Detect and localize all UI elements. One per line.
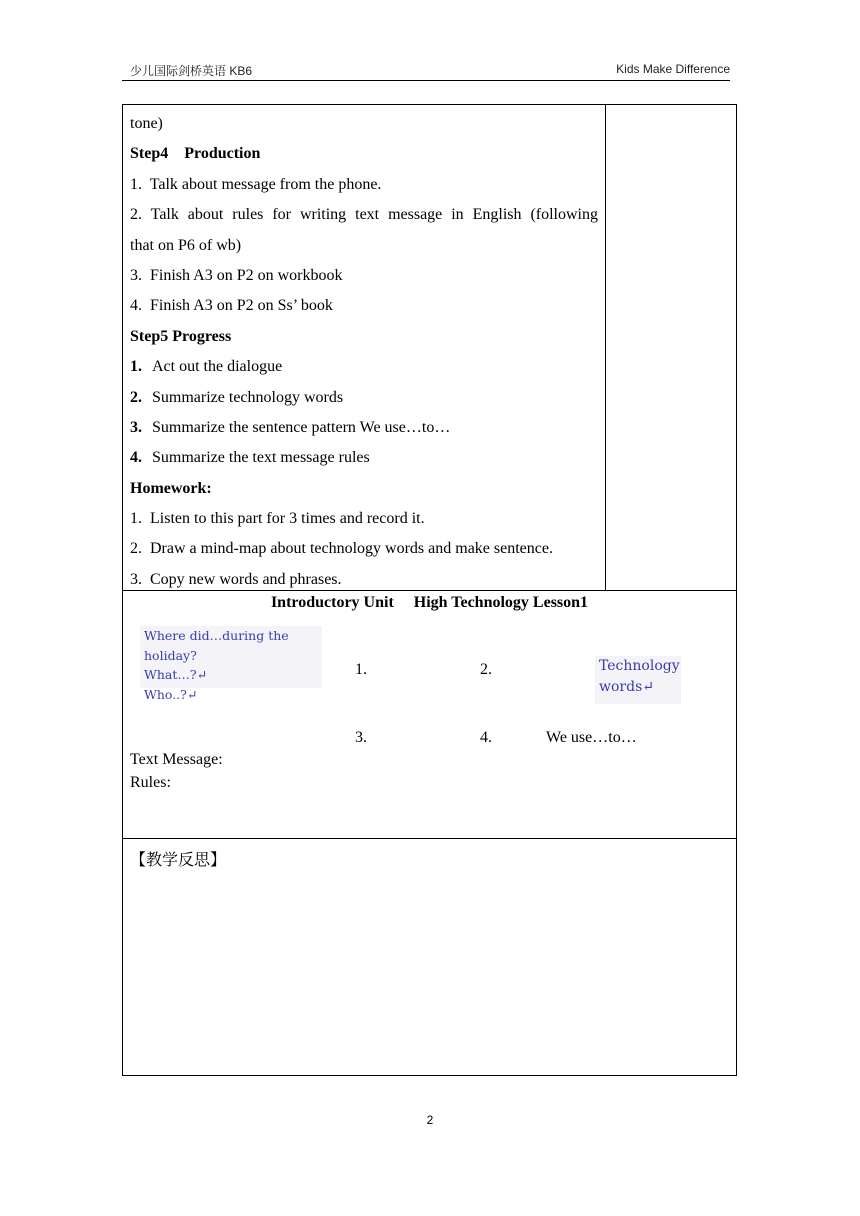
header-left: 少儿国际剑桥英语 KB6 <box>130 64 253 78</box>
lesson-steps <box>130 113 598 599</box>
image-text-line: Where did…during the holiday? <box>144 628 289 663</box>
reflection-heading: 【教学反思】 <box>130 850 227 869</box>
text-line: 2. Draw a mind-map about technology words and make sentence. <box>130 540 553 558</box>
header-rule <box>122 80 730 81</box>
text-line: 2. Talk about rules for writing text message in English (following <box>130 206 598 224</box>
image-text-line: What…?↵ <box>144 667 208 682</box>
board-item-4-text: We use…to… <box>546 729 637 746</box>
rules-label: Rules: <box>130 774 171 791</box>
question-words-image <box>140 626 322 702</box>
board-item-1: 1. <box>355 661 367 678</box>
table-column-divider <box>605 104 606 590</box>
image-text-line: Who..?↵ <box>144 686 198 702</box>
list-item: 3. Summarize the sentence pattern We use…to… <box>130 418 451 436</box>
list-item: 4. Summarize the text message rules <box>130 449 370 467</box>
text-line: 3. Copy new words and phrases. <box>130 570 342 588</box>
text-line: 3. Finish A3 on P2 on workbook <box>130 266 343 284</box>
technology-words-image <box>595 656 681 704</box>
board-item-2: 2. <box>480 661 492 678</box>
list-item: 2. Summarize technology words <box>130 388 344 406</box>
board-title: Introductory Unit High Technology Lesson1 <box>270 594 589 611</box>
step4-heading: Step4 Production <box>130 145 261 163</box>
board-item-3: 3. <box>355 729 367 746</box>
text-line: 1. Listen to this part for 3 times and record it. <box>130 510 425 528</box>
text-line: 1. Talk about message from the phone. <box>130 175 382 193</box>
image-text-line: Technology <box>599 658 680 674</box>
homework-heading: Homework: <box>130 479 212 497</box>
header-right: Kids Make Difference <box>616 62 730 76</box>
page-number: 2 <box>426 1113 434 1127</box>
text-line: 4. Finish A3 on P2 on Ss’ book <box>130 297 333 315</box>
image-text-line: words↵ <box>599 679 654 695</box>
text-line: that on P6 of wb) <box>130 236 242 254</box>
table-row-divider-2 <box>122 838 737 839</box>
board-item-4: 4. <box>480 729 492 746</box>
list-item: 1. Act out the dialogue <box>130 358 283 376</box>
step5-heading: Step5 Progress <box>130 327 232 345</box>
text-line: tone) <box>130 115 163 132</box>
text-message-label: Text Message: <box>130 751 223 768</box>
